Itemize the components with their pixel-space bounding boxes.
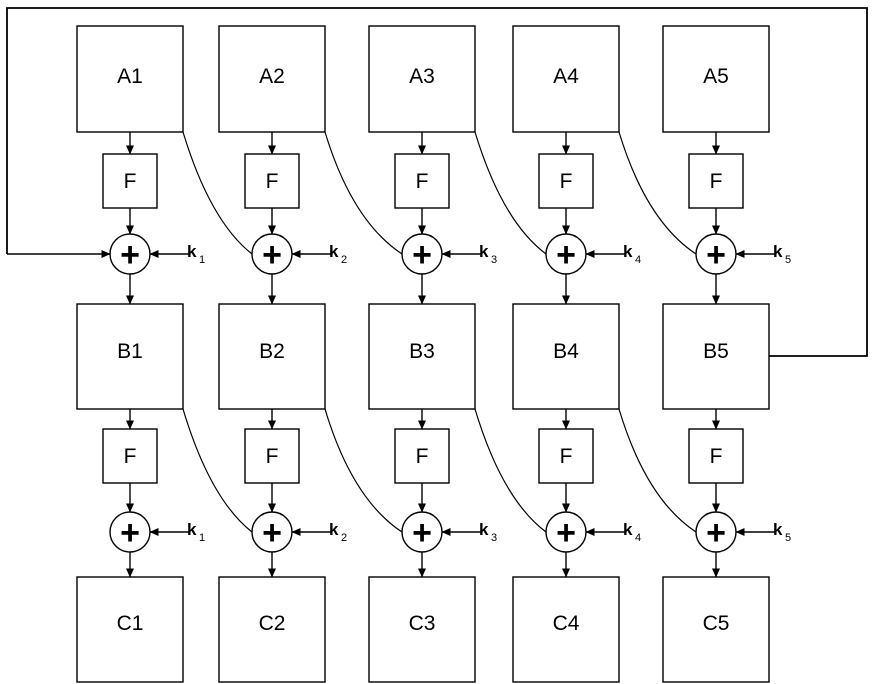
f-label-bottom-5: F — [709, 445, 723, 468]
f-label-top-3: F — [415, 170, 429, 193]
key-label-bottom-1: k — [187, 520, 197, 539]
block-b5-label: B5 — [703, 340, 729, 363]
chain-curve-bottom-4 — [619, 409, 696, 532]
key-sub-top-3: 3 — [491, 254, 498, 266]
f-label-top-4: F — [559, 170, 573, 193]
chain-curve-bottom-3 — [475, 409, 546, 532]
key-label-bottom-3: k — [479, 520, 489, 539]
key-label-top-1: k — [187, 242, 197, 261]
plus-icon-bottom-2: + — [262, 514, 282, 552]
plus-icon-bottom-5: + — [706, 514, 726, 552]
chain-curve-bottom-1 — [183, 409, 252, 532]
block-b4-label: B4 — [553, 340, 579, 363]
key-sub-top-2: 2 — [341, 254, 348, 266]
key-sub-bottom-5: 5 — [785, 532, 792, 544]
block-c4-label: C4 — [552, 612, 580, 635]
key-sub-bottom-1: 1 — [199, 532, 206, 544]
chain-curve-top-3 — [475, 132, 546, 254]
block-a2-label: A2 — [259, 65, 285, 88]
chain-curve-top-4 — [619, 132, 696, 254]
plus-icon-top-5: + — [706, 236, 726, 274]
key-sub-top-1: 1 — [199, 254, 206, 266]
block-b2-label: B2 — [259, 340, 285, 363]
plus-icon-top-1: + — [120, 236, 140, 274]
chain-curve-bottom-2 — [325, 409, 402, 532]
block-a3-label: A3 — [409, 65, 435, 88]
block-c1-label: C1 — [116, 612, 144, 635]
f-label-top-1: F — [123, 170, 137, 193]
plus-icon-bottom-1: + — [120, 514, 140, 552]
block-c3-label: C3 — [408, 612, 436, 635]
key-label-bottom-2: k — [329, 520, 339, 539]
f-label-top-5: F — [709, 170, 723, 193]
key-sub-bottom-2: 2 — [341, 532, 348, 544]
block-c5-label: C5 — [702, 612, 730, 635]
block-b3-label: B3 — [409, 340, 435, 363]
key-sub-bottom-4: 4 — [635, 532, 642, 544]
plus-icon-top-2: + — [262, 236, 282, 274]
key-label-bottom-4: k — [623, 520, 633, 539]
block-b1-label: B1 — [117, 340, 143, 363]
key-label-bottom-5: k — [773, 520, 783, 539]
chain-curve-top-2 — [325, 132, 402, 254]
chain-curve-top-1 — [183, 132, 252, 254]
f-label-bottom-3: F — [415, 445, 429, 468]
key-sub-top-4: 4 — [635, 254, 642, 266]
key-label-top-2: k — [329, 242, 339, 261]
plus-icon-top-3: + — [412, 236, 432, 274]
plus-icon-bottom-4: + — [556, 514, 576, 552]
plus-icon-top-4: + — [556, 236, 576, 274]
key-label-top-3: k — [479, 242, 489, 261]
key-label-top-5: k — [773, 242, 783, 261]
f-label-bottom-1: F — [123, 445, 137, 468]
f-label-top-2: F — [265, 170, 279, 193]
f-label-bottom-4: F — [559, 445, 573, 468]
block-a5-label: A5 — [703, 65, 729, 88]
plus-icon-bottom-3: + — [412, 514, 432, 552]
key-label-top-4: k — [623, 242, 633, 261]
f-label-bottom-2: F — [265, 445, 279, 468]
block-a1-label: A1 — [117, 65, 143, 88]
block-c2-label: C2 — [258, 612, 286, 635]
key-sub-top-5: 5 — [785, 254, 792, 266]
block-a4-label: A4 — [553, 65, 579, 88]
key-sub-bottom-3: 3 — [491, 532, 498, 544]
